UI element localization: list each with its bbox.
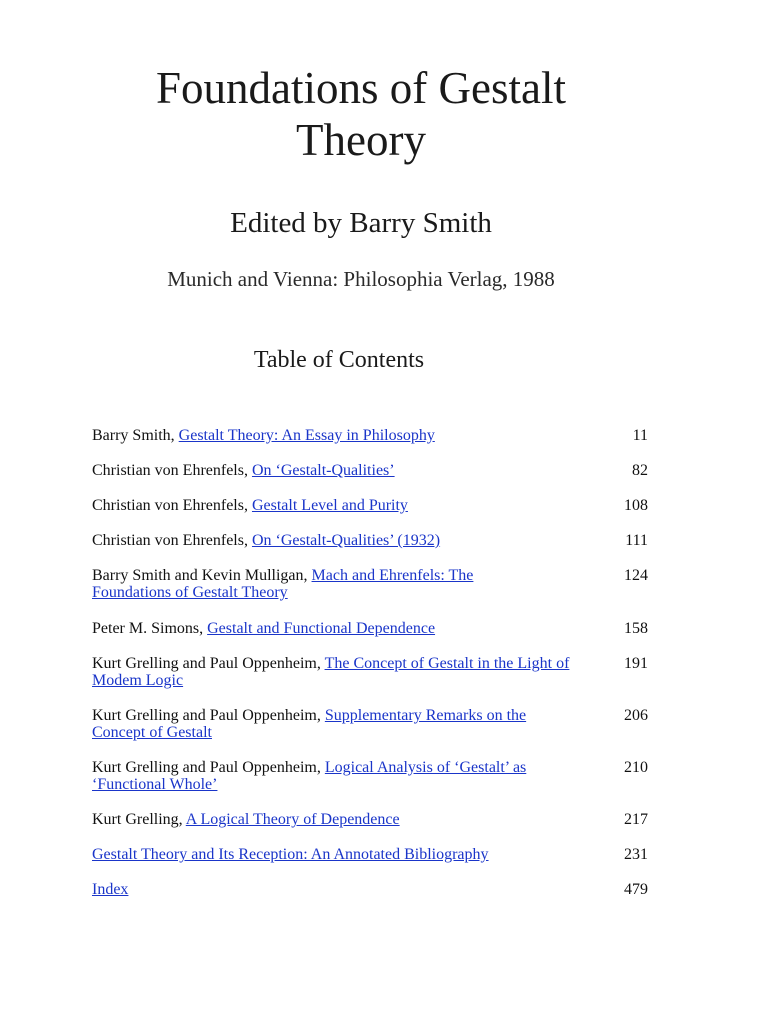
toc-link[interactable]: Logical Analysis of ‘Gestalt’ as ‘Functional Whole’ bbox=[92, 759, 527, 793]
toc-entry-text bbox=[92, 846, 607, 863]
toc-page-number: 210 bbox=[624, 759, 648, 776]
toc-author: Christian von Ehrenfels, bbox=[92, 532, 252, 549]
toc-page-number: 231 bbox=[624, 846, 648, 863]
toc-entry-text bbox=[92, 462, 607, 479]
toc-page-number: 11 bbox=[632, 427, 648, 444]
book-title-line-2: Theory bbox=[296, 115, 426, 165]
toc-author: Kurt Grelling and Paul Oppenheim, bbox=[92, 707, 325, 724]
book-title-line-1: Foundations of Gestalt bbox=[156, 63, 566, 113]
toc-author: Barry Smith and Kevin Mulligan, bbox=[92, 567, 312, 584]
toc-heading: Table of Contents bbox=[253, 347, 425, 373]
toc-link[interactable]: Supplementary Remarks on the Concept of Gestalt bbox=[92, 707, 527, 741]
toc-link[interactable]: Gestalt Level and Purity bbox=[251, 497, 408, 514]
toc-link[interactable]: Index bbox=[92, 881, 129, 898]
toc-page-number: 206 bbox=[624, 707, 648, 724]
toc-entry-text bbox=[92, 811, 607, 828]
toc-entry-text bbox=[92, 532, 607, 549]
toc-page-number: 479 bbox=[624, 881, 648, 898]
toc-author: Kurt Grelling, bbox=[92, 811, 186, 828]
toc-link[interactable]: On ‘Gestalt-Qualities’ (1932) bbox=[251, 532, 441, 549]
toc-entry-text bbox=[92, 655, 604, 689]
toc-page-number: 191 bbox=[624, 655, 648, 672]
toc-entry-text bbox=[92, 881, 607, 898]
toc-link[interactable]: The Concept of Gestalt in the Light of Modem Logic bbox=[92, 655, 570, 689]
publisher-line: Munich and Vienna: Philosophia Verlag, 1988 bbox=[167, 267, 555, 291]
toc-link[interactable]: Gestalt Theory: An Essay in Philosophy bbox=[178, 427, 435, 444]
editor-credit: Edited by Barry Smith bbox=[230, 207, 492, 239]
toc-author: Peter M. Simons, bbox=[92, 620, 208, 637]
toc-page-number: 108 bbox=[624, 497, 648, 514]
toc-author: Christian von Ehrenfels, bbox=[92, 497, 252, 514]
toc-entry-text bbox=[92, 497, 607, 514]
toc-author: Kurt Grelling and Paul Oppenheim, bbox=[92, 655, 325, 672]
toc-link[interactable]: On ‘Gestalt-Qualities’ bbox=[251, 462, 395, 479]
toc-link[interactable]: Mach and Ehrenfels: The Foundations of Gestalt Theory bbox=[92, 567, 474, 601]
toc-author: Kurt Grelling and Paul Oppenheim, bbox=[92, 759, 325, 776]
toc-entry-text bbox=[92, 567, 522, 601]
toc-entry-text bbox=[92, 759, 574, 793]
toc-page-number: 82 bbox=[632, 462, 648, 479]
toc-entry-text bbox=[92, 427, 607, 444]
book-title bbox=[0, 62, 722, 166]
toc-page-number: 158 bbox=[624, 620, 648, 637]
toc-page-number: 217 bbox=[624, 811, 648, 828]
toc-link[interactable]: Gestalt Theory and Its Reception: An Annotated Bibliography bbox=[92, 846, 489, 863]
toc-entry-text bbox=[92, 620, 607, 637]
toc-author: Barry Smith, bbox=[92, 427, 179, 444]
toc-entry-text bbox=[92, 707, 574, 741]
toc-page-number: 124 bbox=[624, 567, 648, 584]
toc-author: Christian von Ehrenfels, bbox=[92, 462, 252, 479]
toc-page-number: 111 bbox=[625, 532, 648, 549]
toc-link[interactable]: A Logical Theory of Dependence bbox=[185, 811, 400, 828]
toc-link[interactable]: Gestalt and Functional Dependence bbox=[207, 620, 436, 637]
